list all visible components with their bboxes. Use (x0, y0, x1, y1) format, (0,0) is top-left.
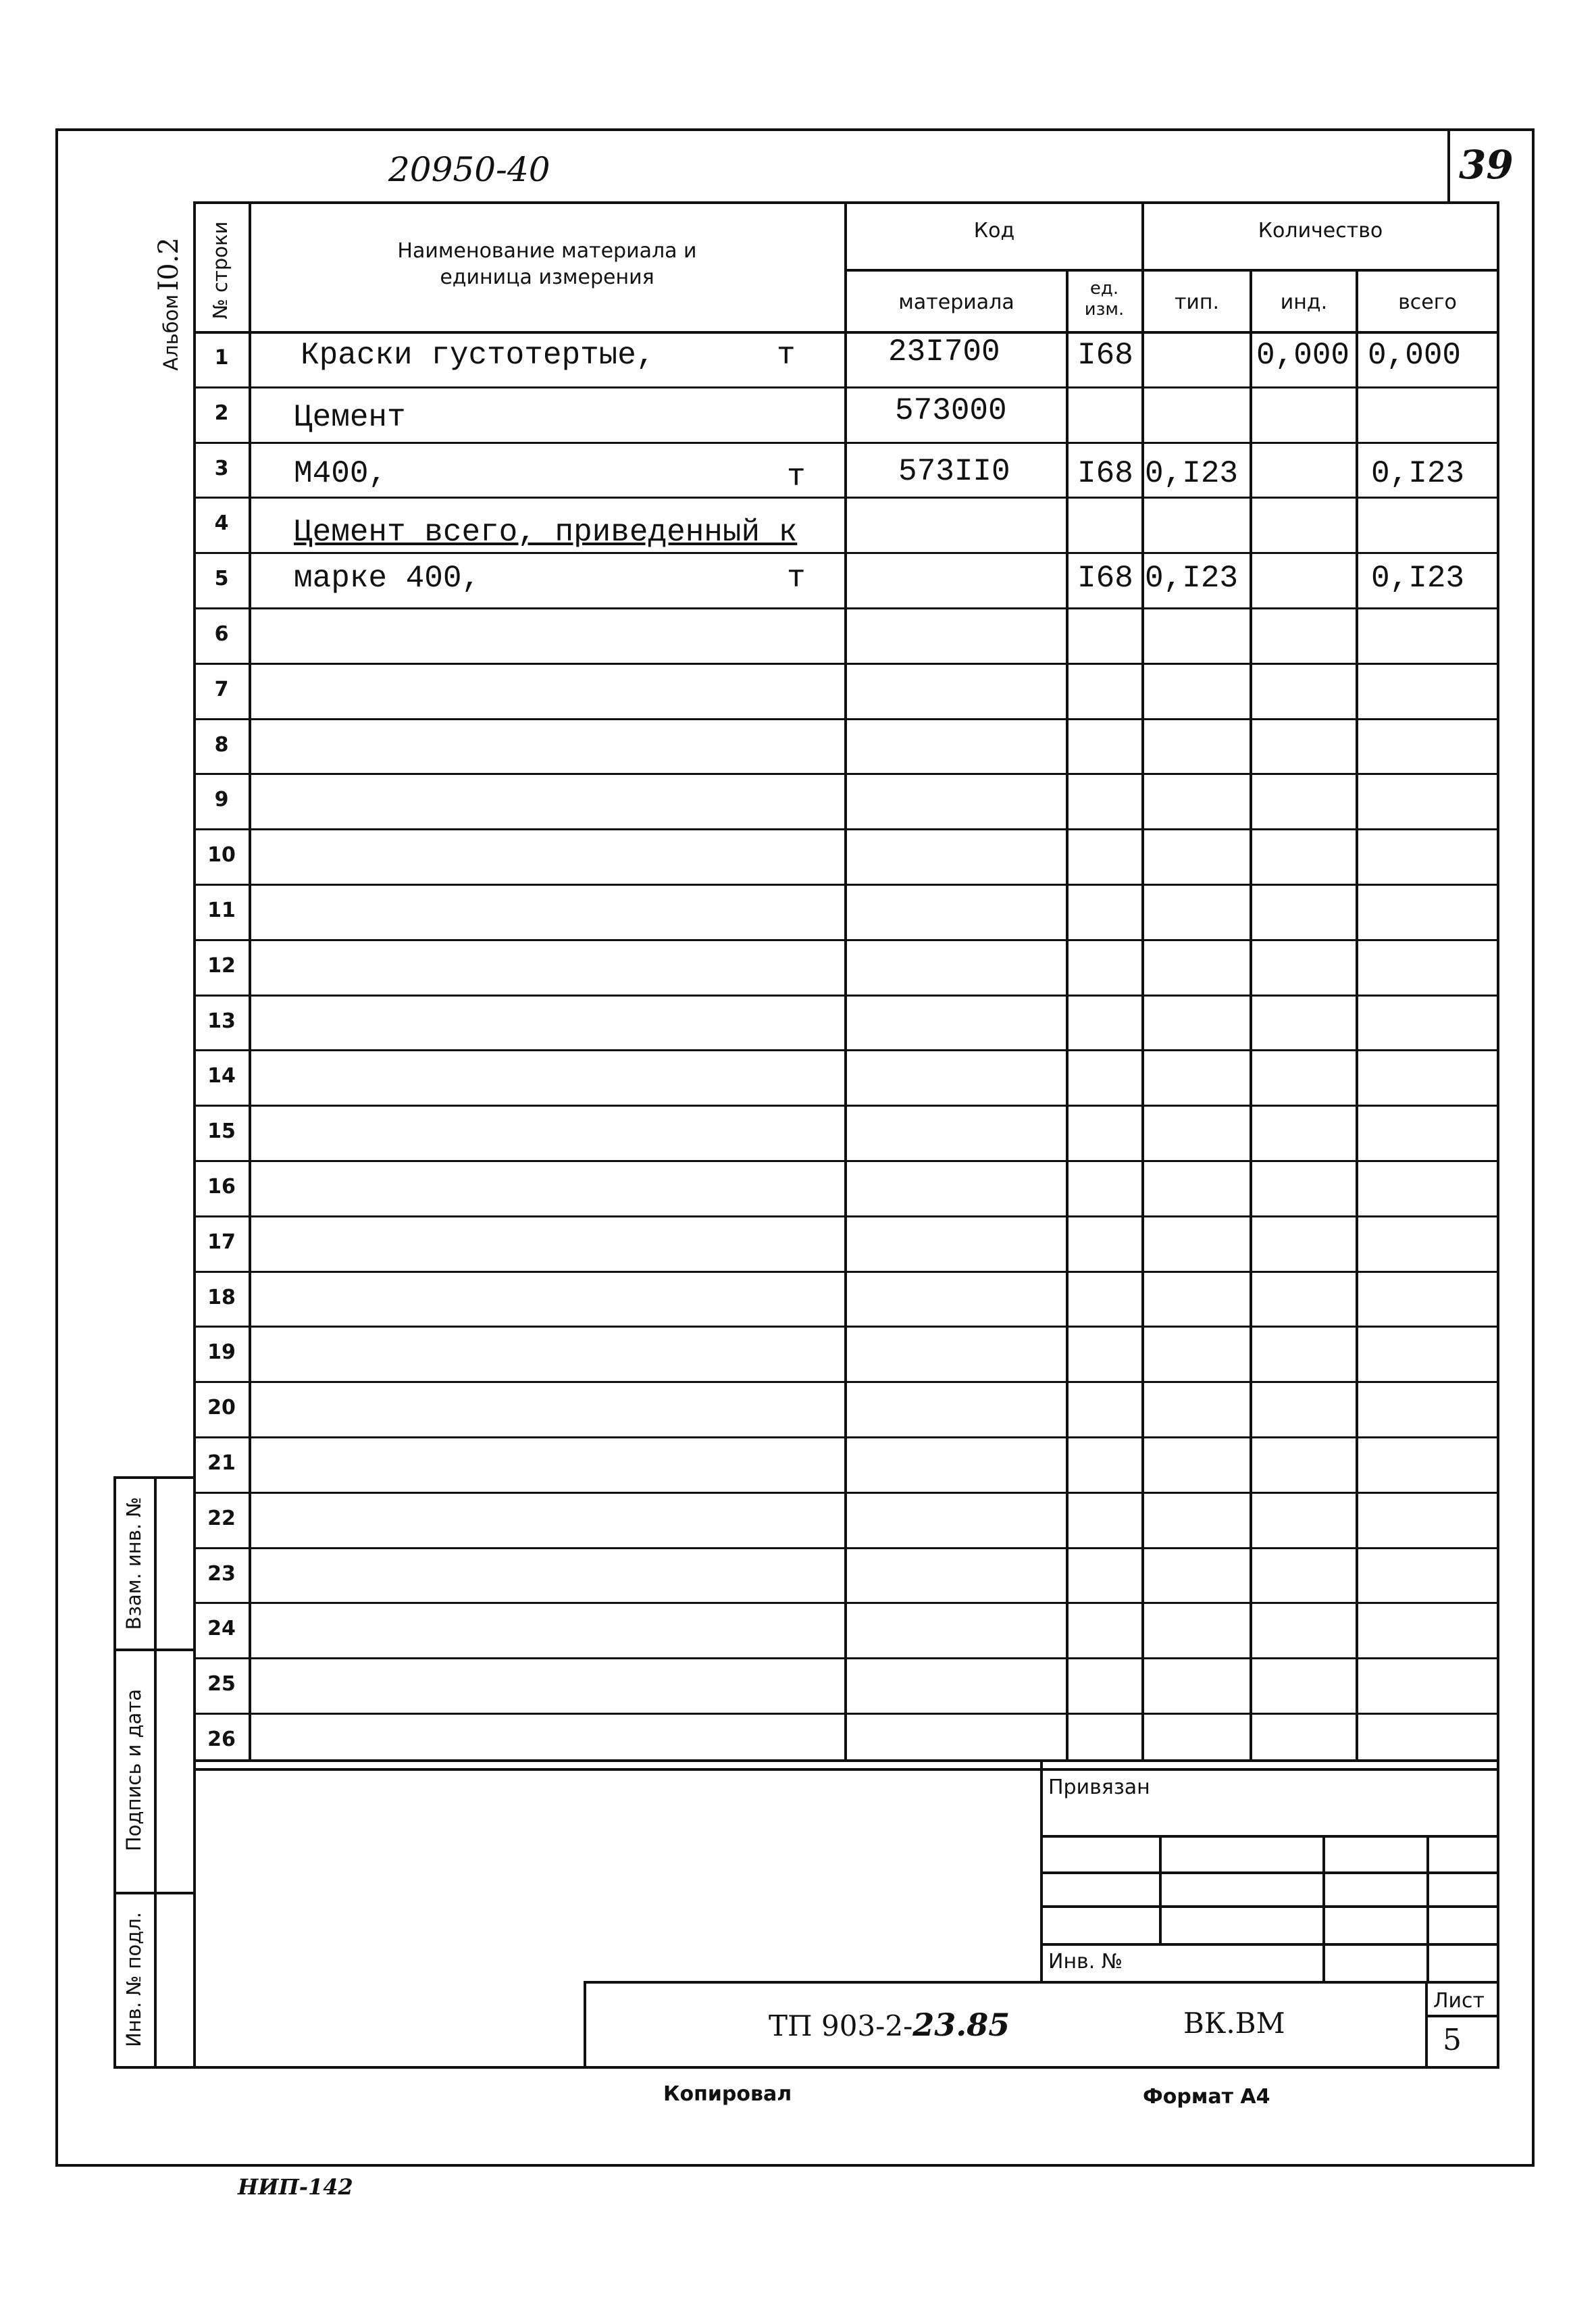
title-block-privyazan-left (1040, 1759, 1043, 1982)
row-1-name: Краски густотертые, (301, 338, 655, 373)
col-line-unit (1066, 270, 1069, 1759)
row-separator (193, 884, 1499, 886)
row-number: 14 (207, 1064, 236, 1088)
sheet-number: 39 (1459, 142, 1514, 188)
row-3-name: М400, (294, 456, 388, 491)
col-header-name: Наименование материала и единица измерения (397, 239, 697, 289)
side-stamp-top (113, 1476, 195, 1479)
title-block-top (193, 1759, 1499, 1762)
row-number: 25 (207, 1672, 236, 1696)
row-3-material: 573II0 (898, 454, 1010, 489)
row-number: 2 (214, 401, 229, 425)
col-header-code: Код (973, 219, 1015, 243)
row-1-unit-letter: т (777, 338, 796, 373)
side-stamp-div2 (113, 1892, 195, 1894)
header-bottom (193, 331, 1499, 334)
row-number: 20 (207, 1396, 236, 1419)
row-number: 1 (214, 346, 229, 370)
row-number: 3 (214, 457, 229, 480)
privyazan-line-1 (1040, 1835, 1499, 1838)
row-number: 21 (207, 1451, 236, 1475)
row-separator (193, 1160, 1499, 1162)
title-sheet-label-line (1425, 2015, 1499, 2017)
row-number: 22 (207, 1507, 236, 1530)
privyazan-line-2 (1040, 1871, 1499, 1874)
sheet-value: 5 (1443, 2023, 1462, 2057)
bottom-stamp: НИП-142 (238, 2174, 353, 2200)
col-header-typ: тип. (1174, 291, 1220, 314)
col-header-ind: инд. (1280, 291, 1328, 314)
document-number: 20950-40 (388, 150, 550, 189)
sheet-number-divider (1447, 128, 1450, 201)
row-separator (193, 1381, 1499, 1383)
row-number: 24 (207, 1617, 236, 1640)
col-header-qty: Количество (1258, 219, 1383, 243)
row-number: 16 (207, 1175, 236, 1199)
title-main-left (584, 1981, 586, 2067)
privyazan-line-4 (1040, 1943, 1499, 1946)
row-number: 13 (207, 1009, 236, 1033)
row-separator (193, 1271, 1499, 1273)
privyazan-col-2 (1322, 1835, 1325, 1982)
doc-code: ТП 903-2-23.85 (769, 2007, 1010, 2043)
row-5-unit-letter: т (787, 561, 806, 596)
row-4-name: Цемент всего, приведенный к (294, 515, 798, 550)
row-number: 8 (214, 733, 229, 757)
row-2-name: Цемент (294, 400, 406, 435)
row-number: 19 (207, 1340, 236, 1364)
row-separator (193, 1215, 1499, 1217)
row-5-name: марке 400, (294, 561, 481, 596)
row-separator (193, 607, 1499, 609)
row-separator (193, 939, 1499, 941)
row-5-unit-code: I68 (1077, 561, 1133, 596)
album-label: Альбом I0.2 (153, 237, 184, 371)
row-number: 11 (207, 899, 236, 922)
row-separator (193, 1713, 1499, 1715)
row-number: 7 (214, 678, 229, 701)
row-separator (193, 1105, 1499, 1107)
row-separator (193, 1768, 1499, 1771)
col-header-total: всего (1398, 291, 1457, 314)
col-line-typ (1141, 201, 1144, 1759)
row-number: 6 (214, 622, 229, 646)
row-3-unit-code: I68 (1077, 456, 1133, 491)
col-header-unit: ед. изм. (1084, 278, 1125, 320)
side-stamp-mid (154, 1476, 157, 2067)
row-1-ind: 0,000 (1256, 338, 1350, 373)
row-separator (193, 1436, 1499, 1438)
row-separator (193, 497, 1499, 499)
row-3-total: 0,I23 (1371, 456, 1465, 491)
row-separator (193, 995, 1499, 997)
title-sheet-divider (1425, 1981, 1428, 2067)
row-1-total: 0,000 (1368, 338, 1462, 373)
side-stamp-inv-podl: Инв. № подл. (122, 1911, 145, 2048)
title-main-top (584, 1981, 1499, 1984)
row-separator (193, 828, 1499, 830)
side-stamp-bottom (113, 2066, 1499, 2069)
row-number: 5 (214, 567, 229, 590)
side-stamp-div1 (113, 1649, 195, 1651)
privyazan-col-1 (1159, 1835, 1162, 1943)
row-number: 26 (207, 1728, 236, 1751)
row-1-unit-code: I68 (1077, 338, 1133, 373)
row-separator (193, 386, 1499, 388)
row-separator (193, 442, 1499, 444)
row-number: 10 (207, 843, 236, 867)
row-separator (193, 718, 1499, 720)
col-line-ind (1250, 270, 1252, 1759)
row-separator (193, 1547, 1499, 1549)
row-3-typ: 0,I23 (1145, 456, 1239, 491)
col-line-material (844, 201, 847, 1759)
table-right (1497, 201, 1499, 2067)
header-subline (844, 269, 1499, 272)
row-separator (193, 1492, 1499, 1494)
outer-frame-left (55, 128, 58, 2165)
col-line-name (249, 201, 251, 1759)
row-separator (193, 552, 1499, 554)
sheet-label: Лист (1433, 1989, 1485, 2013)
doc-mark: ВК.ВМ (1183, 2007, 1285, 2040)
row-1-material: 23I700 (888, 334, 1000, 370)
row-5-typ: 0,I23 (1145, 561, 1239, 596)
side-stamp-vzam-inv: Взам. инв. № (122, 1496, 145, 1630)
outer-frame-bottom (55, 2164, 1535, 2167)
col-header-material: материала (898, 291, 1014, 314)
col-header-row-no: № строки (209, 221, 232, 320)
row-separator (193, 1602, 1499, 1604)
row-3-unit-letter: т (787, 459, 806, 495)
row-2-material: 573000 (895, 393, 1007, 428)
side-stamp-podpis-data: Подпись и дата (122, 1688, 145, 1852)
col-line-total (1356, 270, 1358, 1759)
privyazan-line-3 (1040, 1905, 1499, 1908)
row-5-total: 0,I23 (1371, 561, 1465, 596)
row-number: 15 (207, 1120, 236, 1143)
privyazan-col-3 (1426, 1835, 1429, 1982)
row-number: 4 (214, 511, 229, 535)
row-number: 23 (207, 1562, 236, 1586)
row-separator (193, 1657, 1499, 1659)
row-number: 9 (214, 788, 229, 811)
privyazan-label: Привязан (1048, 1776, 1150, 1799)
row-separator (193, 663, 1499, 665)
row-separator (193, 773, 1499, 775)
row-number: 12 (207, 954, 236, 978)
format-label: Формат А4 (1143, 2085, 1270, 2109)
outer-frame-top (55, 128, 1535, 131)
copied-label: Копировал (663, 2082, 792, 2106)
inv-no-label: Инв. № (1048, 1950, 1123, 1973)
outer-frame-right (1532, 128, 1535, 2167)
row-separator (193, 1049, 1499, 1051)
row-number: 18 (207, 1286, 236, 1309)
row-separator (193, 1326, 1499, 1328)
row-number: 17 (207, 1230, 236, 1254)
